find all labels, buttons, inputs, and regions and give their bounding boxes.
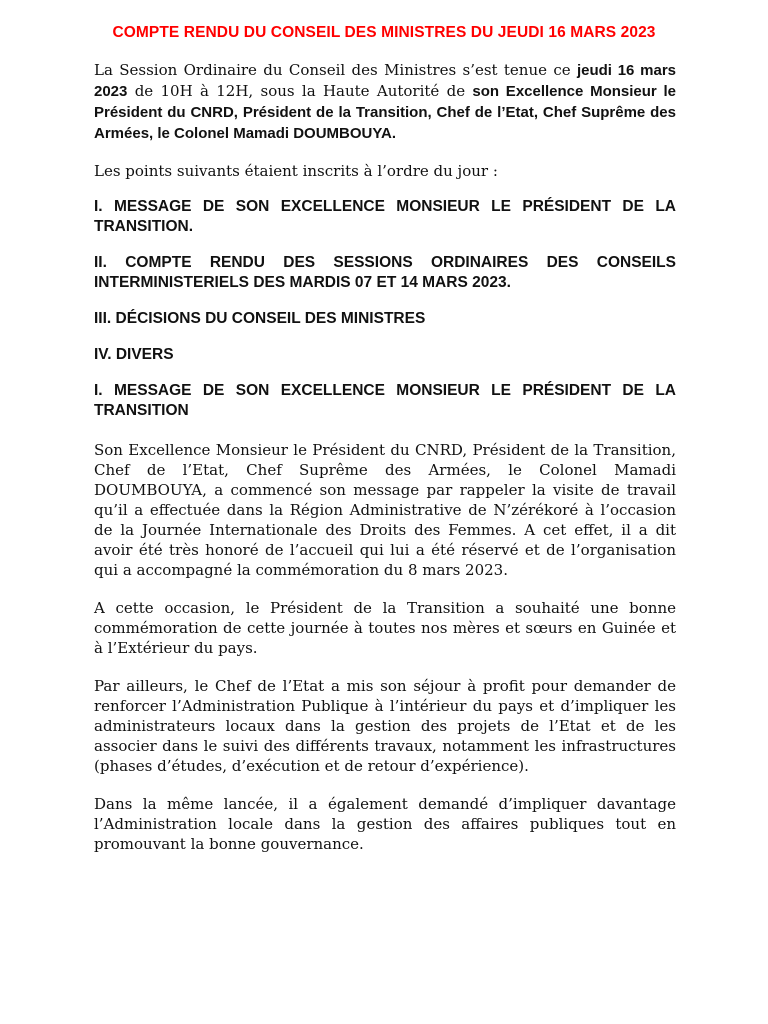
intro-date: jeudi 16 mars 2023: [94, 62, 676, 100]
document-body: [94, 60, 676, 872]
paragraph-4: Dans la même lancée, il a également demandé d’impliquer davantage l’Administration locale dans la gestion des affaires publiques tout en promouvant la bonne gouvernance.: [94, 795, 676, 853]
paragraph-3: Par ailleurs, le Chef de l’Etat a mis son séjour à profit pour demander de renforcer l’Administration Publique à l’intérieur du pays et d’impliquer les administrateurs locaux dans la gestion des projets de l’Etat et de les associer dans le suivi des différents travaux, notamment les infrastructures (phases d’études, d’exécution et de retour d’expérience).: [94, 677, 676, 775]
intro-text-2: de 10H à 12H, sous la Haute Autorité de: [127, 82, 473, 100]
agenda-item-4: IV. DIVERS: [94, 346, 174, 363]
agenda-item-1: I. MESSAGE DE SON EXCELLENCE MONSIEUR LE PRÉSIDENT DE LA TRANSITION.: [94, 198, 676, 235]
paragraph-2: A cette occasion, le Président de la Transition a souhaité une bonne commémoration de cette journée à toutes nos mères et sœurs en Guinée et à l’Extérieur du pays.: [94, 599, 676, 657]
agenda-item-3: III. DÉCISIONS DU CONSEIL DES MINISTRES: [94, 310, 426, 327]
document-title: COMPTE RENDU DU CONSEIL DES MINISTRES DU JEUDI 16 MARS 2023: [112, 24, 656, 41]
agenda-item-2: II. COMPTE RENDU DES SESSIONS ORDINAIRES DES CONSEILS INTERMINISTERIELS DES MARDIS 07 ET 14 MARS 2023.: [94, 254, 676, 291]
intro-president: son Excellence Monsieur le Président du CNRD, Président de la Transition, Chef de l’Etat, Chef Suprême des Armées, le Colonel Mamadi DOUMBOUYA.: [94, 83, 676, 142]
intro-text-1: La Session Ordinaire du Conseil des Ministres s’est tenue ce: [94, 61, 577, 79]
intro-paragraph: [94, 60, 676, 144]
agenda-lead: Les points suivants étaient inscrits à l’ordre du jour :: [94, 162, 498, 180]
paragraph-1: Son Excellence Monsieur le Président du CNRD, Président de la Transition, Chef de l’Etat, Chef Suprême des Armées, le Colonel Mamadi DOUMBOUYA, a commencé son message par rappeler la visite de travail qu’il a effectuée dans la Région Administrative de N’zérékoré à l’occasion de la Journée Internationale des Droits des Femmes. A cet effet, il a dit avoir été très honoré de l’accueil qui lui a été réservé et de l’organisation qui a accompagné la commémoration du 8 mars 2023.: [94, 441, 676, 579]
section-heading: I. MESSAGE DE SON EXCELLENCE MONSIEUR LE PRÉSIDENT DE LA TRANSITION: [94, 382, 676, 419]
